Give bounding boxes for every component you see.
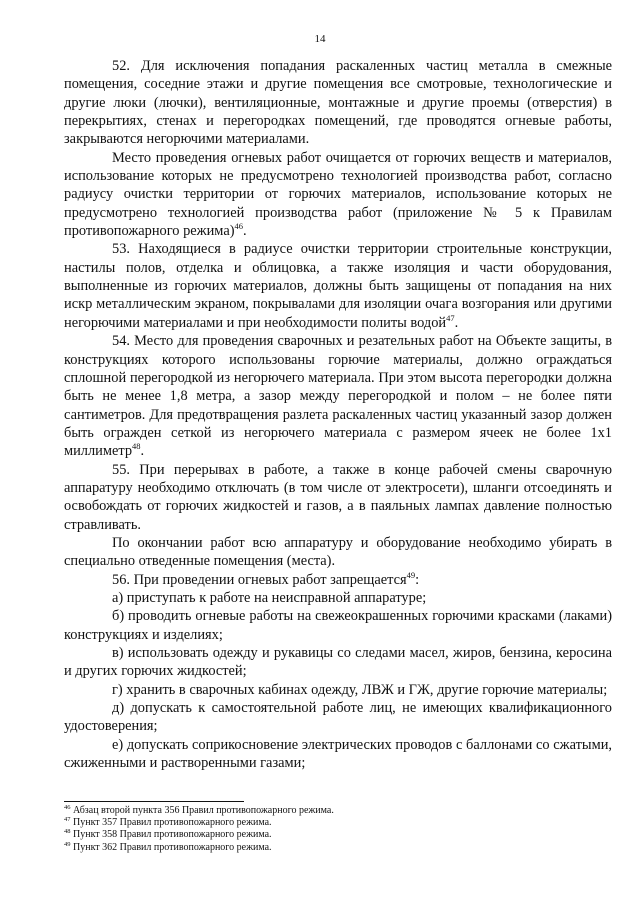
footnote-49: $^{49}$ Пункт 362 Правил противопожарного режима.: [64, 840, 272, 853]
list-item-d: д) допускать к самостоятельной работе лиц, не имеющих квалификационного удостоверения;: [64, 700, 612, 735]
footnotes: [64, 805, 612, 854]
paragraph-55: 55. При перерывах в работе, а также в конце рабочей смены сварочную аппаратуру необходимо отключать (в том числе от электросети), шланги отсоединять и освобождать от горючих жидкостей и газов, а в паяльных лампах давление полностью стравливать.: [64, 461, 612, 533]
footnote-46: $^{46}$ Абзац второй пункта 356 Правил противопожарного режима.: [64, 804, 334, 816]
body-text: [64, 57, 612, 772]
footnote-separator: [64, 801, 244, 802]
footnote-48: $^{48}$ Пункт 358 Правил противопожарного режима.: [64, 828, 272, 841]
list-item-v: в) использовать одежду и рукавицы со следами масел, жиров, бензина, керосина и других горючих жидкостей;: [64, 645, 612, 680]
footnote-47: $^{47}$ Пункт 357 Правил противопожарного режима.: [64, 816, 272, 829]
footnote-ref-46[interactable]: 46: [234, 221, 243, 232]
footnote-ref-47[interactable]: 47: [446, 312, 455, 323]
paragraph-52-place: Место проведения огневых работ очищается от горючих веществ и материалов, использование которых не предусмотрено технологией производства работ, согласно радиусу очистки территории от горючих материалов, использование которых не предусмотрено технологией производства работ (приложение № 5 к Правилам противопожарного режима)$^{46}$.: [64, 149, 612, 240]
list-item-a: а) приступать к работе на неисправной аппаратуре;: [112, 589, 427, 606]
paragraph-56: 56. При проведении огневых работ запрещается$^{49}$:: [112, 569, 420, 588]
paragraph-54: 54. Место для проведения сварочных и резательных работ на Объекте защиты, в конструкциях которого использованы горючие материалы, должно ограждаться сплошной перегородкой из негорючего материала. При этом высота перегородки должна быть не менее 1,8 метра, а зазор между перегородкой и полом – не более пяти сантиметров. Для предотвращения разлета раскаленных частиц указанный зазор должен быть огражден сеткой из негорючего материала с размером ячеек не более 1x1 миллиметр$^{48}$.: [64, 333, 612, 460]
list-item-e: е) допускать соприкосновение электрических проводов с баллонами со сжатыми, сжиженными и растворенными газами;: [64, 736, 612, 772]
footnote-ref-49[interactable]: 49: [406, 569, 416, 580]
footnote-ref-48[interactable]: 48: [132, 441, 141, 452]
paragraph-52: 52. Для исключения попадания раскаленных частиц металла в смежные помещения, соседние этажи и другие помещения все смотровые, технологические и другие люки (лючки), вентиляционные, монтажные и другие проемы (отверстия) в перекрытиях, стенах и перегородках помещений, где проводятся огневые работы, закрываются негорючими материалами.: [64, 58, 612, 148]
list-item-b: б) проводить огневые работы на свежеокрашенных горючими красками (лаками) конструкциях и изделиях;: [64, 608, 612, 643]
paragraph-53: 53. Находящиеся в радиусе очистки территории строительные конструкции, настилы полов, отделка и облицовка, а также изоляция и части оборудования, выполненные из горючих материалов, должны быть защищены от попадания на них искр металлическим экраном, покрывалами для изоляции очага возгорания или другими негорючими материалами и при необходимости политы водой$^{47}$.: [64, 241, 612, 331]
page-number: 14: [314, 33, 326, 45]
list-item-g: г) хранить в сварочных кабинах одежду, ЛВЖ и ГЖ, другие горючие материалы;: [112, 681, 608, 698]
paragraph-55-end: По окончании работ всю аппаратуру и оборудование необходимо убирать в специально отведенные помещения (места).: [64, 534, 612, 570]
